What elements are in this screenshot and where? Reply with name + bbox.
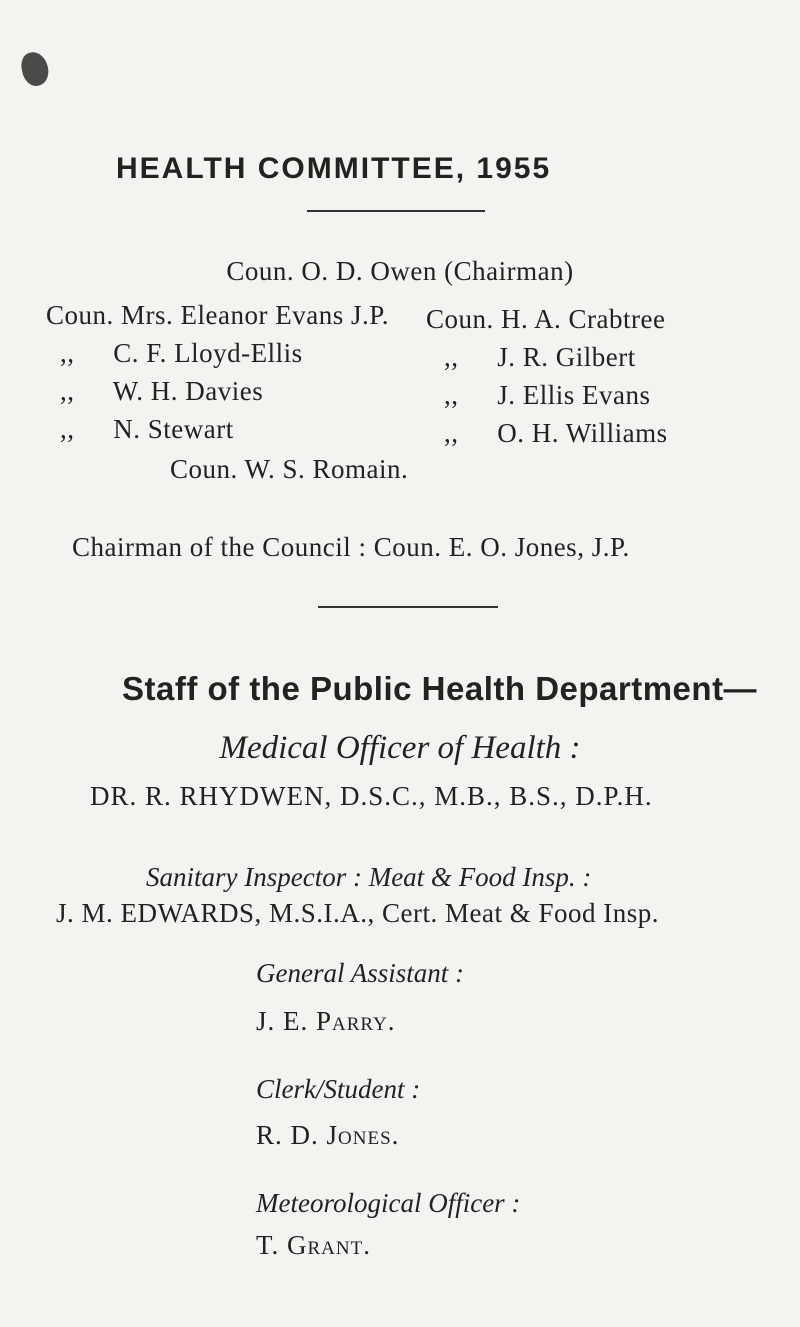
ga-role: General Assistant : [256,958,464,988]
member-prefix: ,, [60,338,75,368]
committee-left-1 [46,300,389,331]
committee-left-3 [60,376,263,407]
committee-right-1 [426,304,665,335]
moh-name: DR. R. RHYDWEN, D.S.C., M.B., B.S., D.P.H. [90,781,653,811]
member-prefix: ,, [444,342,459,372]
mo-name: T. Grant. [256,1230,371,1260]
council-chairman: Chairman of the Council : Coun. E. O. Jones, J.P. [72,532,630,562]
ga-name: J. E. Parry. [256,1006,396,1036]
cs-role: Clerk/Student : [256,1074,421,1104]
committee-chairman: Coun. O. D. Owen (Chairman) [226,256,574,286]
member-name: H. A. Crabtree [501,304,666,334]
member-prefix: ,, [444,380,459,410]
member-prefix: ,, [60,376,75,406]
si-name: J. M. EDWARDS, M.S.I.A., Cert. Meat & Food Insp. [56,898,660,928]
committee-left-2 [60,338,303,369]
member-prefix: Coun. [46,300,114,330]
member-name: O. H. Williams [497,418,668,448]
page-title: HEALTH COMMITTEE, 1955 [116,152,552,185]
member-name: J. Ellis Evans [497,380,651,410]
ink-blot [19,50,52,89]
si-role: Sanitary Inspector : Meat & Food Insp. : [146,862,592,892]
committee-right-3 [444,380,651,411]
cs-name: R. D. Jones. [256,1120,400,1150]
member-name: N. Stewart [113,414,234,444]
member-name: J. R. Gilbert [497,342,636,372]
title-rule [307,210,485,212]
committee-right-2 [444,342,636,373]
member-name: W. H. Davies [112,376,264,406]
moh-role: Medical Officer of Health : [219,730,581,766]
committee-left-4 [60,414,234,445]
member-name: Mrs. Eleanor Evans J.P. [121,300,389,330]
member-prefix: ,, [444,418,459,448]
section-rule [318,606,498,608]
mo-role: Meteorological Officer : [256,1188,521,1218]
member-prefix: ,, [60,414,75,444]
staff-heading: Staff of the Public Health Department— [122,670,758,707]
committee-last-member: Coun. W. S. Romain. [170,454,409,484]
member-prefix: Coun. [426,304,494,334]
member-name: C. F. Lloyd-Ellis [113,338,303,368]
committee-right-4 [444,418,668,449]
